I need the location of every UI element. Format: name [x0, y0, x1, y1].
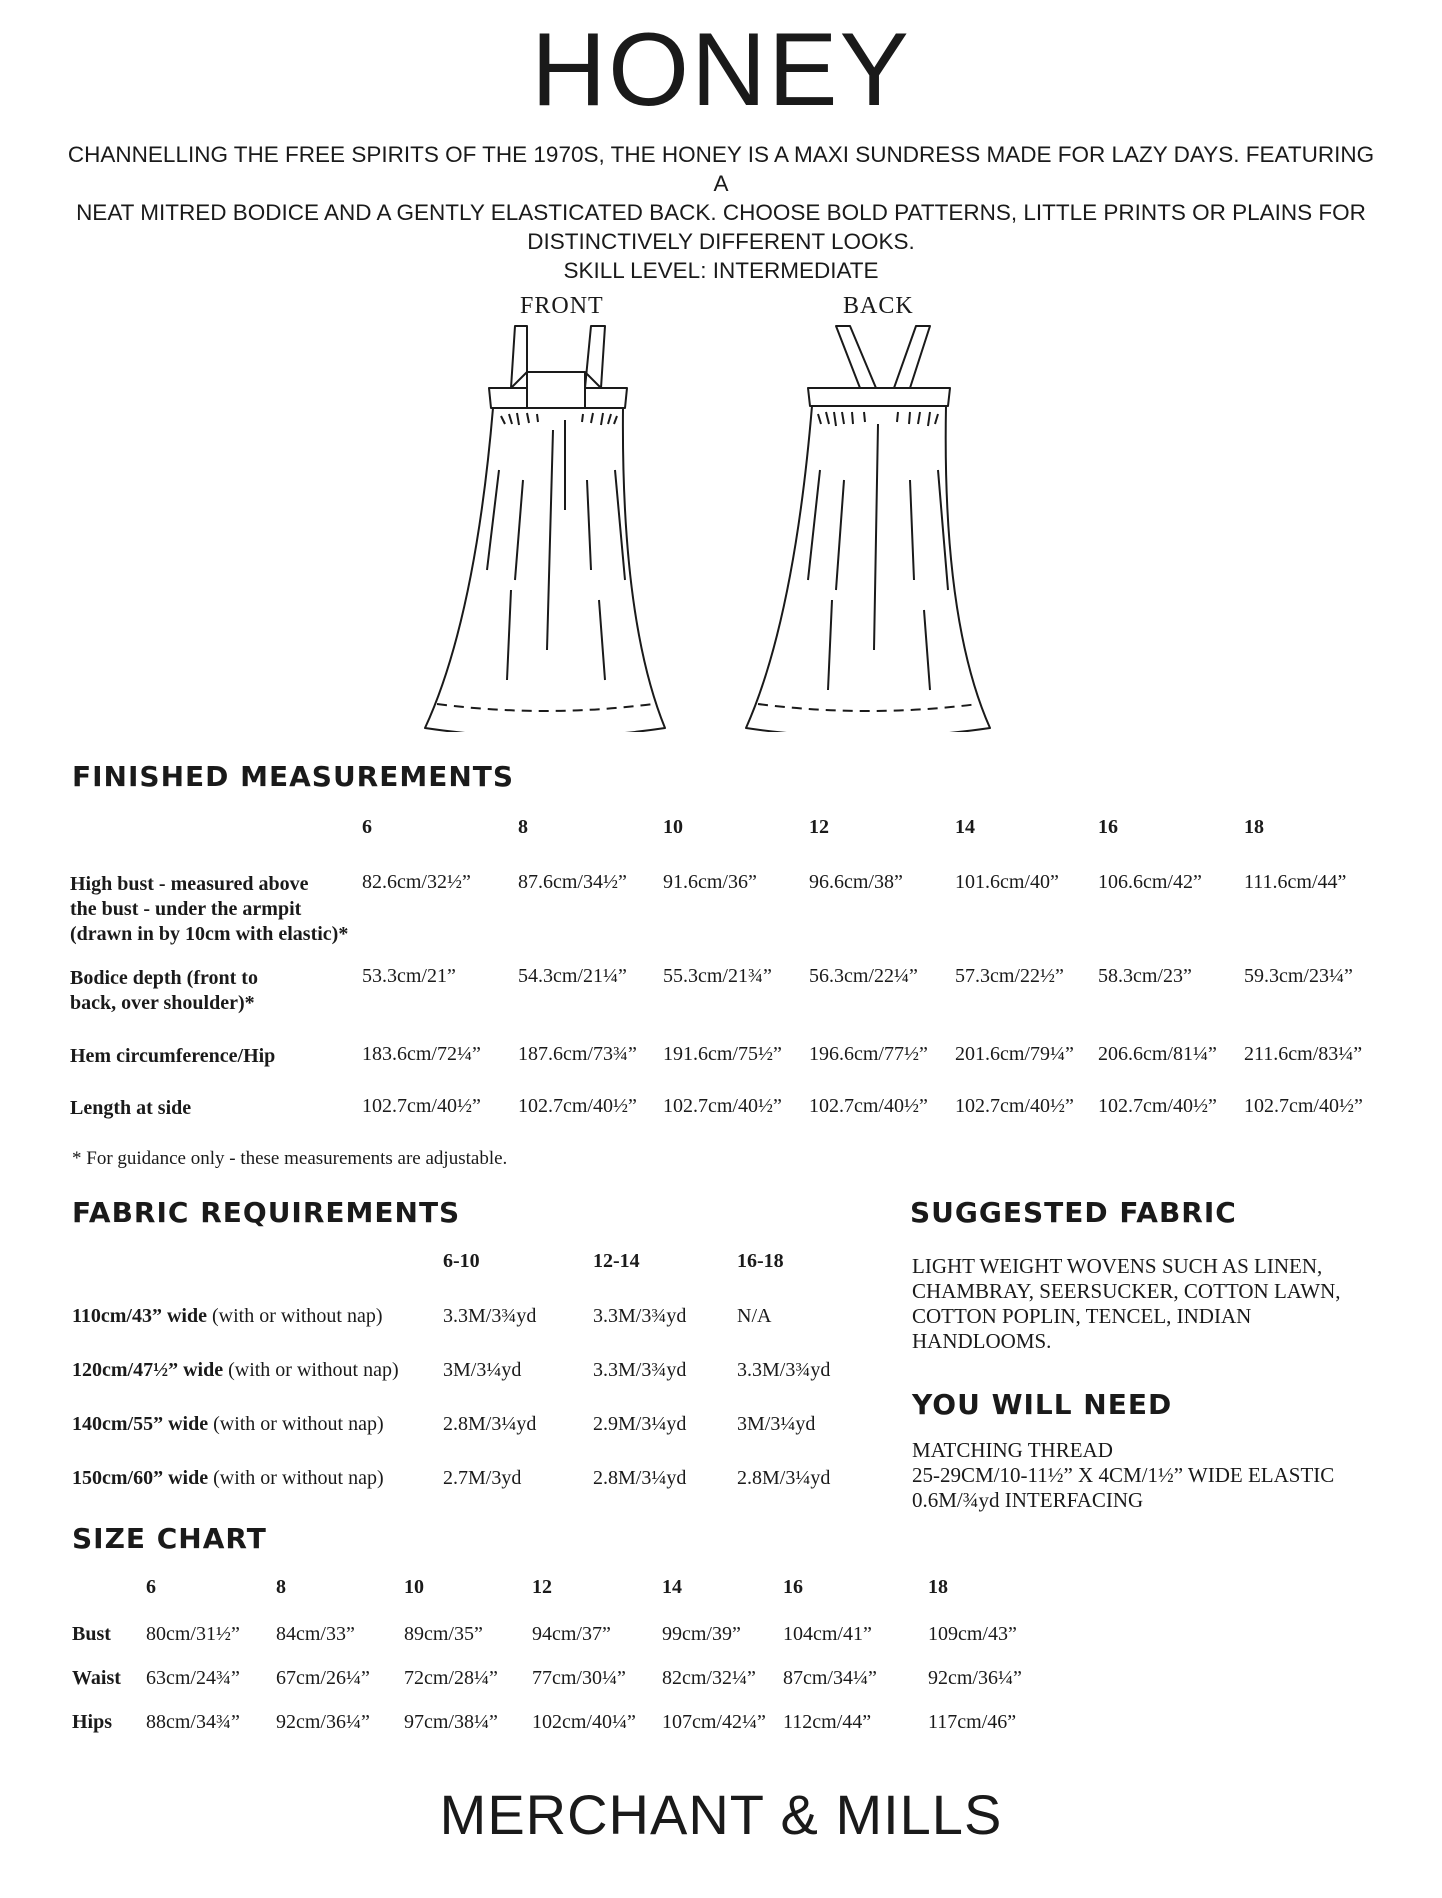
size-header: 6: [146, 1576, 156, 1598]
size-header: 12: [532, 1576, 552, 1598]
row-label-hem: [70, 1044, 275, 1069]
measurement-cell: 82.6cm/32½”: [362, 871, 471, 893]
size-cell: 87cm/34¼”: [783, 1667, 877, 1689]
page-title: HONEY: [531, 12, 911, 128]
size-cell: 84cm/33”: [276, 1623, 355, 1645]
size-cell: 92cm/36¼”: [928, 1667, 1022, 1689]
fabric-column-header: 6-10: [443, 1250, 480, 1272]
measurement-cell: 102.7cm/40½”: [1098, 1095, 1217, 1117]
front-label: FRONT: [520, 293, 604, 319]
fabric-width-label: [72, 1304, 383, 1329]
text-line: 0.6M/¾yd INTERFACING: [912, 1488, 1144, 1512]
intro-line: CHANNELLING THE FREE SPIRITS OF THE 1970S, THE HONEY IS A MAXI SUNDRESS MADE FOR LAZY DAYS. FEATURING A: [67, 142, 1375, 196]
measurement-cell: 101.6cm/40”: [955, 871, 1059, 893]
fabric-nap: (with or without nap): [208, 1467, 384, 1489]
finished-measurements-heading: FINISHED MEASUREMENTS: [72, 760, 515, 793]
measurement-cell: 87.6cm/34½”: [518, 871, 627, 893]
size-cell: 89cm/35”: [404, 1623, 483, 1645]
text-line: COTTON POPLIN, TENCEL, INDIAN: [912, 1304, 1252, 1328]
size-header: 14: [955, 816, 975, 838]
measurement-cell: 59.3cm/23¼”: [1244, 965, 1353, 987]
size-header: 8: [518, 816, 528, 838]
fabric-width: 140cm/55” wide: [72, 1413, 209, 1435]
measurement-cell: 54.3cm/21¼”: [518, 965, 627, 987]
size-cell: 97cm/38¼”: [404, 1711, 498, 1733]
measurement-cell: 102.7cm/40½”: [1244, 1095, 1363, 1117]
fabric-nap: (with or without nap): [223, 1359, 399, 1381]
row-label-line: Length at side: [70, 1097, 192, 1119]
size-chart-heading: SIZE CHART: [72, 1522, 267, 1555]
intro-line: NEAT MITRED BODICE AND A GENTLY ELASTICATED BACK. CHOOSE BOLD PATTERNS, LITTLE PRINTS OR PLAINS FOR: [76, 200, 1366, 225]
measurement-cell: 102.7cm/40½”: [663, 1095, 782, 1117]
fabric-width: 120cm/47½” wide: [72, 1359, 224, 1381]
size-cell: 67cm/26¼”: [276, 1667, 370, 1689]
guidance-note: * For guidance only - these measurements are adjustable.: [72, 1148, 508, 1169]
measurement-cell: 106.6cm/42”: [1098, 871, 1202, 893]
row-label-line: High bust - measured above: [70, 873, 309, 895]
measurement-cell: 111.6cm/44”: [1244, 871, 1347, 893]
size-row-label: Hips: [72, 1711, 113, 1733]
fabric-column-header: 16-18: [737, 1250, 784, 1272]
size-header: 10: [663, 816, 683, 838]
text-line: LIGHT WEIGHT WOVENS SUCH AS LINEN,: [912, 1254, 1323, 1278]
size-cell: 88cm/34¾”: [146, 1711, 240, 1733]
size-header: 16: [783, 1576, 803, 1598]
measurement-cell: 56.3cm/22¼”: [809, 965, 918, 987]
row-label-bodice-depth: [70, 966, 258, 1016]
size-cell: 72cm/28¼”: [404, 1667, 498, 1689]
size-cell: 107cm/42¼”: [662, 1711, 766, 1733]
size-header: 8: [276, 1576, 286, 1598]
suggested-fabric-heading: SUGGESTED FABRIC: [910, 1196, 1237, 1229]
size-cell: 82cm/32¼”: [662, 1667, 756, 1689]
you-will-need-text: [912, 1438, 1334, 1513]
measurement-cell: 58.3cm/23”: [1098, 965, 1192, 987]
size-cell: 77cm/30¼”: [532, 1667, 626, 1689]
size-cell: 109cm/43”: [928, 1623, 1017, 1645]
size-cell: 92cm/36¼”: [276, 1711, 370, 1733]
text-line: MATCHING THREAD: [912, 1438, 1113, 1462]
fabric-cell: 3.3M/3¾yd: [737, 1359, 831, 1381]
size-cell: 80cm/31½”: [146, 1623, 240, 1645]
back-label: BACK: [843, 293, 914, 319]
back-dress-illustration: [738, 320, 998, 732]
fabric-cell: 2.8M/3¼yd: [593, 1467, 687, 1489]
size-header: 14: [662, 1576, 682, 1598]
size-header: 18: [1244, 816, 1264, 838]
fabric-cell: 3.3M/3¾yd: [443, 1305, 537, 1327]
measurement-cell: 55.3cm/21¾”: [663, 965, 772, 987]
fabric-cell: N/A: [737, 1305, 772, 1327]
fabric-column-header: 12-14: [593, 1250, 640, 1272]
measurement-cell: 102.7cm/40½”: [809, 1095, 928, 1117]
measurement-cell: 206.6cm/81¼”: [1098, 1043, 1217, 1065]
measurement-cell: 183.6cm/72¼”: [362, 1043, 481, 1065]
text-line: CHAMBRAY, SEERSUCKER, COTTON LAWN,: [912, 1279, 1341, 1303]
fabric-requirements-heading: FABRIC REQUIREMENTS: [72, 1196, 461, 1229]
fabric-cell: 2.7M/3yd: [443, 1467, 522, 1489]
row-label-line: Bodice depth (front to: [70, 967, 258, 989]
intro-line: DISTINCTIVELY DIFFERENT LOOKS.: [527, 229, 915, 254]
size-cell: 112cm/44”: [783, 1711, 872, 1733]
size-cell: 63cm/24¾”: [146, 1667, 240, 1689]
fabric-nap: (with or without nap): [207, 1305, 383, 1327]
fabric-width-label: [72, 1466, 384, 1491]
fabric-nap: (with or without nap): [208, 1413, 384, 1435]
row-label-line: the bust - under the armpit: [70, 898, 302, 920]
fabric-cell: 3M/3¼yd: [443, 1359, 522, 1381]
row-label-line: (drawn in by 10cm with elastic)*: [70, 923, 349, 945]
size-row-label: Bust: [72, 1623, 111, 1645]
measurement-cell: 102.7cm/40½”: [518, 1095, 637, 1117]
measurement-cell: 53.3cm/21”: [362, 965, 456, 987]
you-will-need-heading: YOU WILL NEED: [912, 1388, 1173, 1421]
skill-level: SKILL LEVEL: INTERMEDIATE: [563, 258, 879, 283]
fabric-width-label: [72, 1412, 384, 1437]
measurement-cell: 96.6cm/38”: [809, 871, 903, 893]
fabric-cell: 3.3M/3¾yd: [593, 1359, 687, 1381]
row-label-line: back, over shoulder)*: [70, 992, 255, 1014]
size-header: 16: [1098, 816, 1118, 838]
measurement-cell: 211.6cm/83¼”: [1244, 1043, 1363, 1065]
fabric-cell: 2.8M/3¼yd: [443, 1413, 537, 1435]
size-header: 6: [362, 816, 372, 838]
measurement-cell: 191.6cm/75½”: [663, 1043, 782, 1065]
measurement-cell: 201.6cm/79¼”: [955, 1043, 1074, 1065]
size-header: 10: [404, 1576, 424, 1598]
fabric-width: 150cm/60” wide: [72, 1467, 209, 1489]
size-header: 12: [809, 816, 829, 838]
size-header: 18: [928, 1576, 948, 1598]
size-row-label: Waist: [72, 1667, 121, 1689]
front-dress-illustration: [415, 320, 675, 732]
fabric-width: 110cm/43” wide: [72, 1305, 207, 1327]
fabric-cell: 3M/3¼yd: [737, 1413, 816, 1435]
size-cell: 102cm/40¼”: [532, 1711, 636, 1733]
size-cell: 94cm/37”: [532, 1623, 611, 1645]
suggested-fabric-text: [912, 1254, 1341, 1354]
brand-logo-text: MERCHANT & MILLS: [439, 1783, 1003, 1846]
size-cell: 99cm/39”: [662, 1623, 741, 1645]
measurement-cell: 196.6cm/77½”: [809, 1043, 928, 1065]
measurement-cell: 91.6cm/36”: [663, 871, 757, 893]
text-line: HANDLOOMS.: [912, 1329, 1052, 1353]
text-line: 25-29CM/10-11½” X 4CM/1½” WIDE ELASTIC: [912, 1463, 1335, 1487]
row-label-high-bust: [70, 872, 348, 947]
intro-text: [60, 140, 1382, 285]
measurement-cell: 187.6cm/73¾”: [518, 1043, 637, 1065]
fabric-width-label: [72, 1358, 399, 1383]
fabric-cell: 2.9M/3¼yd: [593, 1413, 687, 1435]
size-cell: 117cm/46”: [928, 1711, 1017, 1733]
fabric-cell: 2.8M/3¼yd: [737, 1467, 831, 1489]
measurement-cell: 102.7cm/40½”: [362, 1095, 481, 1117]
measurement-cell: 102.7cm/40½”: [955, 1095, 1074, 1117]
fabric-cell: 3.3M/3¾yd: [593, 1305, 687, 1327]
row-label-line: Hem circumference/Hip: [70, 1045, 276, 1067]
size-cell: 104cm/41”: [783, 1623, 872, 1645]
row-label-length: [70, 1096, 191, 1121]
measurement-cell: 57.3cm/22½”: [955, 965, 1064, 987]
